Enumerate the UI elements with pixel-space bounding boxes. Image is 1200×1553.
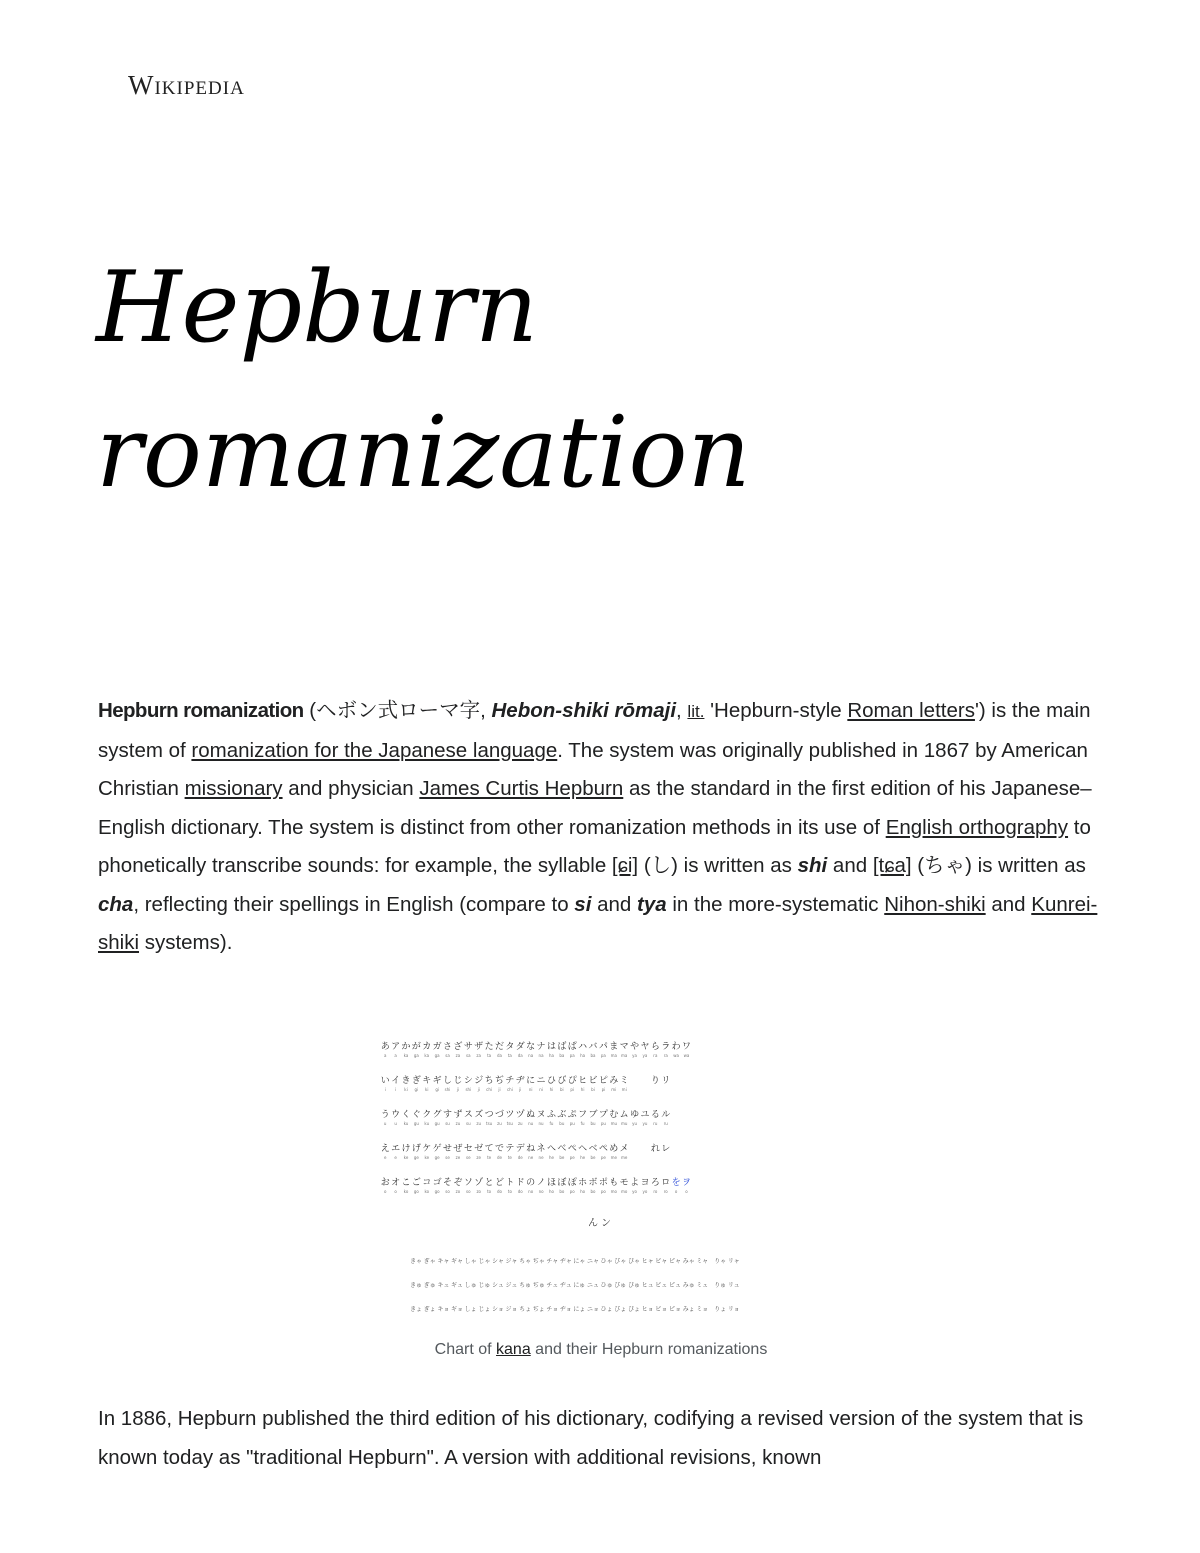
kana-cell: な na: [526, 1042, 536, 1058]
kana-cell: が ga: [411, 1042, 421, 1058]
kana-cell: ぢ ji: [494, 1076, 504, 1092]
kana-cell: て te: [484, 1144, 494, 1160]
kana-cell: こ ko: [401, 1178, 411, 1194]
kana-cell: ル ru: [661, 1110, 671, 1126]
kana-cha: (ちゃ): [911, 854, 972, 877]
kana-cell: あ a: [380, 1042, 390, 1058]
lead-text: and: [591, 892, 638, 916]
kana-cell: ふ fu: [546, 1110, 556, 1126]
lead-text: is written as: [971, 854, 1086, 877]
kana-cell: ぐ gu: [411, 1110, 421, 1126]
lead-term: Hepburn romanization: [98, 699, 304, 722]
lit-link[interactable]: lit.: [687, 702, 705, 721]
kana-cell: ト to: [505, 1178, 515, 1194]
kana-link[interactable]: kana: [496, 1341, 531, 1358]
kana-cell: い i: [380, 1076, 390, 1092]
kana-cell: ド do: [515, 1178, 525, 1194]
lead-text: ,: [676, 699, 688, 722]
kana-cell: く ku: [401, 1110, 411, 1126]
kana-cell: ざ za: [453, 1042, 463, 1058]
kana-cell: か ka: [401, 1042, 411, 1058]
kana-cell: パ pa: [598, 1042, 608, 1058]
kana-cell: ベ be: [588, 1144, 598, 1160]
page-title: Hepburn romanization: [96, 251, 751, 510]
kana-cell: み mi: [609, 1076, 619, 1092]
kana-cell: げ ge: [411, 1144, 421, 1160]
ipa-cha-link[interactable]: [tɕa]: [872, 854, 912, 877]
kana-cell: ぜ ze: [453, 1144, 463, 1160]
history-paragraph: In 1886, Hepburn published the third edition of his dictionary, codifying a revised version of the system that is known today as "traditional Hepburn". A version with additional revisions, known: [98, 1407, 1084, 1469]
kana-cell: ぽ po: [567, 1178, 577, 1194]
ipa-shi-link[interactable]: [ɕi]: [611, 854, 639, 877]
kana-cell: カ ka: [422, 1042, 432, 1058]
kana-cell: ハ ha: [578, 1042, 588, 1058]
kana-cell: り: [650, 1076, 660, 1086]
kana-cell: ぴ pi: [567, 1076, 577, 1092]
kana-cell: デ de: [515, 1144, 525, 1160]
kana-cell: ノ no: [536, 1178, 546, 1194]
kana-cell: の no: [526, 1178, 536, 1194]
kana-cell: ユ yu: [640, 1110, 650, 1126]
lead-text: and: [827, 854, 873, 877]
kana-cell: [671, 1110, 681, 1121]
kana-cell: せ se: [443, 1144, 453, 1160]
kana-cell: ご go: [411, 1178, 421, 1194]
kana-cell: テ te: [505, 1144, 515, 1160]
kana-cell: び bi: [557, 1076, 567, 1092]
kana-cell: ガ ga: [432, 1042, 442, 1058]
james-curtis-hepburn-link[interactable]: James Curtis Hepburn: [419, 777, 624, 800]
kana-cell: ま ma: [609, 1042, 619, 1058]
kana-cell: ワ wa: [682, 1042, 692, 1058]
kana-cell: ム mu: [619, 1110, 629, 1126]
nihon-shiki-link[interactable]: Nihon-shiki: [884, 892, 986, 916]
kana-cell: ツ tsu: [505, 1110, 515, 1126]
kana-cell: ば ba: [557, 1042, 567, 1058]
kana-cell: ね ne: [526, 1144, 536, 1160]
kana-cell: を o: [671, 1178, 681, 1194]
kana-cell: フ fu: [578, 1110, 588, 1126]
kana-cell: も mo: [609, 1178, 619, 1194]
kana-cell: ヅ zu: [515, 1110, 525, 1126]
figure-caption: [380, 1341, 822, 1359]
kana-cell: サ sa: [463, 1042, 473, 1058]
caption-text: Chart of: [434, 1341, 497, 1358]
kana-cell: グ gu: [432, 1110, 442, 1126]
wikipedia-logo[interactable]: Wikipedia: [128, 70, 245, 100]
kana-cell: コ ko: [422, 1178, 432, 1194]
romanization-japanese-link[interactable]: romanization for the Japanese language: [191, 738, 558, 762]
kana-cell: ボ bo: [588, 1178, 598, 1194]
kana-cell: マ ma: [619, 1042, 629, 1058]
kana-cell: ぎ gi: [411, 1076, 421, 1092]
kana-cell: ら ra: [650, 1042, 660, 1058]
kana-cell: へ he: [546, 1144, 556, 1160]
caption-text: and their Hepburn romanizations: [530, 1341, 768, 1358]
kana-cell: ゆ yu: [630, 1110, 640, 1126]
kana-cell: ク ku: [422, 1110, 432, 1126]
kana-cell: リ: [661, 1076, 671, 1086]
kana-cell: ゾ zo: [474, 1178, 484, 1194]
kana-cell: ギ gi: [432, 1076, 442, 1092]
yoon-row: きゅ ぎゅ キュ ギュ しゅ じゅ シュ ジュ ちゅ ぢゅ チュ ヂュ にゅ ニュ ひゅ びゅ ぴゅ ヒュ ビュ ピュ みゅ ミュ りゅ リュ: [410, 1283, 740, 1289]
lead-paragraph: [98, 692, 1110, 963]
lead-text: . The system was originally published in 1867 by American Christian: [98, 738, 1088, 800]
kana-row: [380, 1076, 822, 1110]
kana-cell: ブ bu: [588, 1110, 598, 1126]
romaji-shi: shi: [797, 854, 828, 877]
kana-cell: ヤ ya: [640, 1042, 650, 1058]
kana-cell: ろ ro: [650, 1178, 660, 1194]
kana-cell: レ: [661, 1144, 671, 1154]
kunrei-shiki-link[interactable]: Kunrei-shiki: [98, 892, 1098, 954]
kana-row: [380, 1042, 822, 1076]
kana-cell: [640, 1076, 650, 1087]
kana-cell: は ha: [546, 1042, 556, 1058]
kana-cell: [671, 1076, 681, 1087]
kana-cell: ヌ nu: [536, 1110, 546, 1126]
lead-text: ') is the main system of: [98, 699, 1091, 762]
kana-cell: さ sa: [443, 1042, 453, 1058]
kana-cell: お o: [380, 1178, 390, 1194]
kana-cell: モ mo: [619, 1178, 629, 1194]
kana-cell: ロ ro: [661, 1178, 671, 1194]
kana-cell: ポ po: [598, 1178, 608, 1194]
kana-cell: ど do: [494, 1178, 504, 1194]
kana-cell: ア a: [391, 1042, 401, 1058]
kana-cell: ゲ ge: [432, 1144, 442, 1160]
kana-cell: [640, 1144, 650, 1155]
kana-cell: ネ ne: [536, 1144, 546, 1160]
kana-cell: じ ji: [453, 1076, 463, 1092]
kana-cell: め me: [609, 1144, 619, 1160]
kana-cell: [671, 1144, 681, 1155]
roman-letters-link[interactable]: Roman letters: [847, 699, 975, 722]
english-orthography-link[interactable]: English orthography: [885, 815, 1069, 839]
kana-cell: ヨ yo: [640, 1178, 650, 1194]
kana-cell: ホ ho: [578, 1178, 588, 1194]
lead-text: , reflecting their spellings in English (compare to: [133, 892, 575, 916]
romaji-si: si: [574, 892, 592, 916]
kana-cell: ぱ pa: [567, 1042, 577, 1058]
kana-cell: ヘ he: [578, 1144, 588, 1160]
kana-cell: し shi: [443, 1076, 453, 1092]
kana-cell: ピ pi: [598, 1076, 608, 1092]
romaji-cha: cha: [98, 892, 134, 916]
kana-cell: メ me: [619, 1144, 629, 1160]
kana-cell: き ki: [401, 1076, 411, 1092]
kana-cell: づ zu: [494, 1110, 504, 1126]
kana-cell: ゴ go: [432, 1178, 442, 1194]
yoon-chart: [410, 1258, 800, 1330]
romaji-term: Hebon-shiki rōmaji: [491, 699, 677, 722]
kana-cell: よ yo: [630, 1178, 640, 1194]
lead-text: as the standard in the first edition of his Japanese–English dictionary. The system is distinct from other romanization methods in its use of: [98, 777, 1092, 839]
kana-cell: ニ ni: [536, 1076, 546, 1092]
kana-cell: セ se: [463, 1144, 473, 1160]
kana-cell: す su: [443, 1110, 453, 1126]
kana-cell: ス su: [463, 1110, 473, 1126]
kana-cell: え e: [380, 1144, 390, 1160]
lead-text: and physician: [282, 777, 420, 800]
kana-cell: ぺ pe: [567, 1144, 577, 1160]
kana-cell: [629, 1144, 639, 1155]
lead-text: and: [985, 892, 1032, 916]
kana-cell: ダ da: [515, 1042, 525, 1058]
kana-cell: ナ na: [536, 1042, 546, 1058]
kana-chart-figure[interactable]: [380, 1042, 822, 1332]
kana-cell: エ e: [391, 1144, 401, 1160]
lead-text: is written as: [677, 854, 798, 877]
kana-cell: イ i: [391, 1076, 401, 1092]
lead-text: 'Hepburn-style: [704, 699, 848, 722]
kana-cell: バ ba: [588, 1042, 598, 1058]
kana-cell: ザ za: [474, 1042, 484, 1058]
kana-cell: け ke: [401, 1144, 411, 1160]
kana-cell: ほ ho: [546, 1178, 556, 1194]
kana-cell: ビ bi: [588, 1076, 598, 1092]
kana-cell: つ tsu: [484, 1110, 494, 1126]
kana-cell: だ da: [494, 1042, 504, 1058]
kana-cell: ラ ra: [661, 1042, 671, 1058]
kana-cell: ジ ji: [474, 1076, 484, 1092]
kana-cell: む mu: [609, 1110, 619, 1126]
kana-row: [380, 1178, 822, 1212]
kana-cell: ペ pe: [598, 1144, 608, 1160]
kana-cell: や ya: [630, 1042, 640, 1058]
japanese-term: ヘボン式ローマ字: [316, 699, 481, 722]
kana-cell: れ: [650, 1144, 660, 1154]
kana-chart-grid: [380, 1042, 822, 1212]
kana-cell: る ru: [650, 1110, 660, 1126]
kana-cell: ぬ nu: [526, 1110, 536, 1126]
kana-cell: と to: [484, 1178, 494, 1194]
kana-cell: シ shi: [463, 1076, 473, 1092]
lead-text: in the more-systematic: [666, 892, 885, 916]
kana-cell: ゼ ze: [474, 1144, 484, 1160]
kana-row: [380, 1144, 822, 1178]
missionary-link[interactable]: missionary: [184, 777, 283, 800]
romaji-tya: tya: [637, 892, 667, 916]
yoon-row: きょ ぎょ キョ ギョ しょ じょ ショ ジョ ちょ ぢょ チョ ヂョ にょ ニョ ひょ びょ ぴょ ヒョ ビョ ピョ みょ ミョ りょ リョ: [410, 1307, 740, 1313]
kana-cell: チ chi: [505, 1076, 515, 1092]
kana-cell: タ ta: [505, 1042, 515, 1058]
kana-cell: ぼ bo: [557, 1178, 567, 1194]
kana-cell: ヒ hi: [578, 1076, 588, 1092]
yoon-row: きゃ ぎゃ キャ ギャ しゃ じゃ シャ ジャ ちゃ ぢゃ チャ ヂャ にゃ ニャ ひゃ びゃ ぴゃ ヒャ ビャ ピャ みゃ ミャ りゃ リャ: [410, 1259, 740, 1265]
kana-n-cell: んン: [588, 1218, 614, 1229]
kana-cell: [629, 1076, 639, 1087]
kana-cell: べ be: [557, 1144, 567, 1160]
lead-text: ,: [480, 699, 492, 722]
kana-cell: ち chi: [484, 1076, 494, 1092]
kana-cell: キ ki: [422, 1076, 432, 1092]
kana-cell: ひ hi: [546, 1076, 556, 1092]
kana-cell: ケ ke: [422, 1144, 432, 1160]
kana-cell: ぶ bu: [557, 1110, 567, 1126]
kana-cell: ソ so: [463, 1178, 473, 1194]
kana-cell: に ni: [526, 1076, 536, 1092]
kana-row: [380, 1110, 822, 1144]
kana-cell: う u: [380, 1110, 390, 1126]
kana-cell: ヂ ji: [515, 1076, 525, 1092]
lead-text: systems).: [139, 931, 233, 954]
kana-shi: (し): [638, 854, 678, 877]
kana-cell: ウ u: [391, 1110, 401, 1126]
kana-cell: た ta: [484, 1042, 494, 1058]
kana-cell: ず zu: [453, 1110, 463, 1126]
kana-cell: ぞ zo: [453, 1178, 463, 1194]
kana-cell: そ so: [443, 1178, 453, 1194]
kana-cell: プ pu: [598, 1110, 608, 1126]
kana-cell: ヲ o: [682, 1178, 692, 1194]
lead-text: to phonetically transcribe sounds: for example, the syllable: [98, 815, 1091, 877]
kana-cell: で de: [494, 1144, 504, 1160]
kana-cell: わ wa: [671, 1042, 681, 1058]
kana-cell: ミ mi: [619, 1076, 629, 1092]
kana-cell: オ o: [391, 1178, 401, 1194]
lead-text: (: [303, 699, 317, 722]
kana-cell: ぷ pu: [567, 1110, 577, 1126]
kana-cell: ズ zu: [474, 1110, 484, 1126]
